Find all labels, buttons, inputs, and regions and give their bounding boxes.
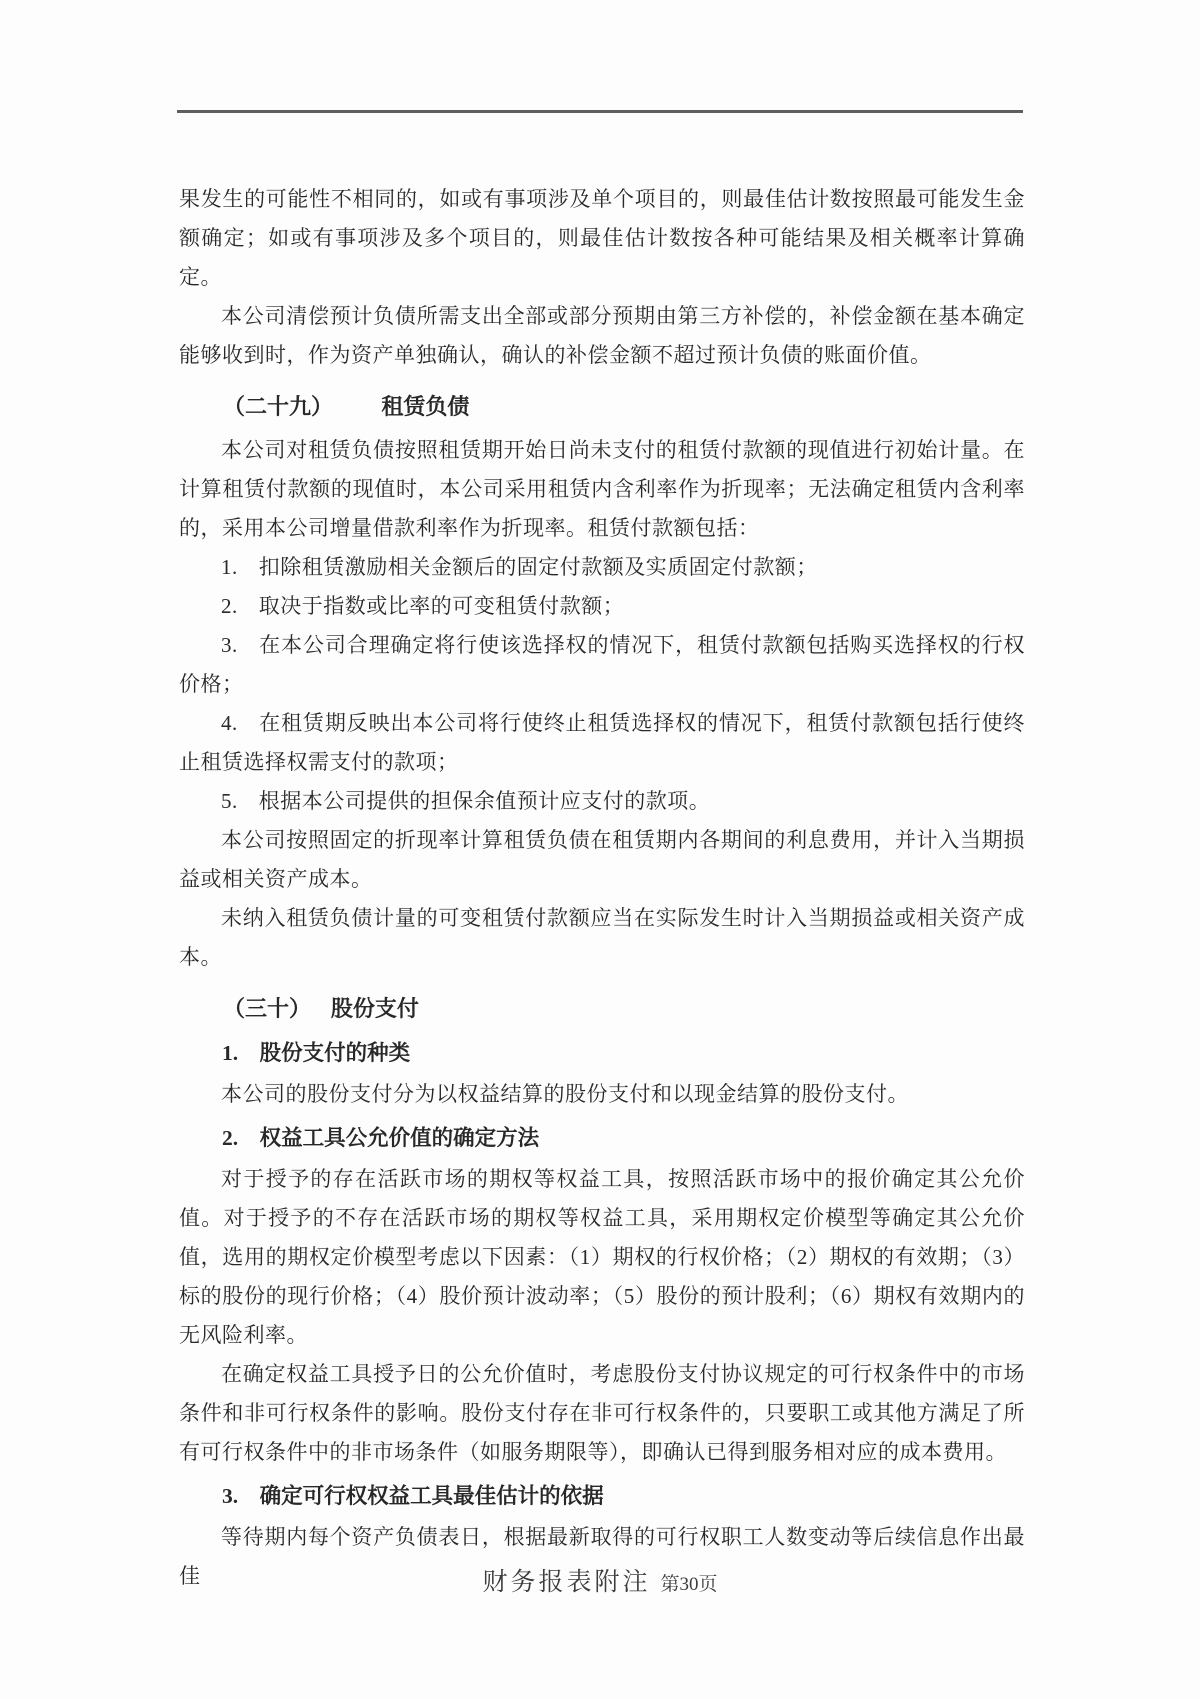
header-divider-rule xyxy=(177,110,1023,113)
list-item xyxy=(179,587,1025,626)
list-item-number: 4. xyxy=(221,711,238,735)
document-body xyxy=(179,180,1025,1596)
subsection-number: 2. xyxy=(222,1126,239,1150)
section-number: （二十九） xyxy=(223,394,334,419)
paragraph-vesting-estimate: 等待期内每个资产负债表日，根据最新取得的可行权职工人数变动等后续信息作出最佳 xyxy=(179,1525,1025,1588)
subsection-heading-2 xyxy=(179,1118,1025,1158)
paragraph-fair-value-1: 对于授予的存在活跃市场的期权等权益工具，按照活跃市场中的报价确定其公允价值。对于授予的不存在活跃市场的期权等权益工具，采用期权定价模型等确定其公允价值，选用的期权定价模型考虑以下因素：（1）期权的行权价格；（2）期权的有效期；（3）标的股份的现行价格；（4）股价预计波动率；（5）股份的预计股利；（6）期权有效期内的无风险利率。 xyxy=(179,1167,1025,1347)
paragraph-share-types: 本公司的股份支付分为以权益结算的股份支付和以现金结算的股份支付。 xyxy=(221,1082,909,1106)
list-item-text: 扣除租赁激励相关金额后的固定付款额及实质固定付款额； xyxy=(258,555,818,579)
paragraph-lease-variable: 未纳入租赁负债计量的可变租赁付款额应当在实际发生时计入当期损益或相关资产成本。 xyxy=(179,906,1025,969)
footer-doc-title: 财务报表附注 xyxy=(482,1569,651,1596)
list-item xyxy=(179,626,1025,704)
list-item-text: 根据本公司提供的担保余值预计应支付的款项。 xyxy=(258,789,711,813)
paragraph-fair-value-2: 在确定权益工具授予日的公允价值时，考虑股份支付协议规定的可行权条件中的市场条件和非可行权条件的影响。股份支付存在非可行权条件的，只要职工或其他方满足了所有可行权条件中的非市场条件（如服务期限等），即确认已得到服务相对应的成本费用。 xyxy=(179,1362,1025,1464)
list-item-number: 3. xyxy=(221,633,238,657)
paragraph-compensation: 本公司清偿预计负债所需支出全部或部分预期由第三方补偿的，补偿金额在基本确定能够收到时，作为资产单独确认，确认的补偿金额不超过预计负债的账面价值。 xyxy=(179,304,1025,367)
list-item-number: 1. xyxy=(221,555,238,579)
subsection-heading-1 xyxy=(179,1033,1025,1073)
list-item-text: 在本公司合理确定将行使该选择权的情况下，租赁付款额包括购买选择权的行权价格； xyxy=(179,633,1025,696)
list-item-number: 2. xyxy=(221,594,238,618)
subsection-title: 权益工具公允价值的确定方法 xyxy=(259,1126,540,1150)
section-title: 租赁负债 xyxy=(381,394,470,419)
section-heading-29 xyxy=(179,387,1025,427)
section-heading-30 xyxy=(179,989,1025,1029)
list-item-text: 取决于指数或比率的可变租赁付款额； xyxy=(258,594,625,618)
paragraph-lease-intro: 本公司对租赁负债按照租赁期开始日尚未支付的租赁付款额的现值进行初始计量。在计算租赁付款额的现值时，本公司采用租赁内含利率作为折现率；无法确定租赁内含利率的，采用本公司增量借款利率作为折现率。租赁付款额包括： xyxy=(179,438,1025,540)
paragraph-lease-interest: 本公司按照固定的折现率计算租赁负债在租赁期内各期间的利息费用，并计入当期损益或相关资产成本。 xyxy=(179,828,1025,891)
paragraph-carryover-1: 果发生的可能性不相同的，如或有事项涉及单个项目的，则最佳估计数按照最可能发生金额确定；如或有事项涉及多个项目的，则最佳估计数按各种可能结果及相关概率计算确定。 xyxy=(179,187,1025,289)
list-item xyxy=(179,782,1025,821)
subsection-number: 3. xyxy=(222,1484,239,1508)
section-title: 股份支付 xyxy=(330,996,419,1021)
footer-page-number: 第30页 xyxy=(660,1574,718,1595)
subsection-title: 确定可行权权益工具最佳估计的依据 xyxy=(259,1484,604,1508)
list-item-number: 5. xyxy=(221,789,238,813)
subsection-title: 股份支付的种类 xyxy=(259,1041,411,1065)
subsection-number: 1. xyxy=(222,1041,239,1065)
subsection-heading-3 xyxy=(179,1476,1025,1516)
list-item xyxy=(179,704,1025,782)
page-footer xyxy=(0,1562,1200,1598)
list-item xyxy=(179,548,1025,587)
section-number: （三十） xyxy=(223,996,312,1021)
list-item-text: 在租赁期反映出本公司将行使终止租赁选择权的情况下，租赁付款额包括行使终止租赁选择权需支付的款项； xyxy=(179,711,1025,774)
